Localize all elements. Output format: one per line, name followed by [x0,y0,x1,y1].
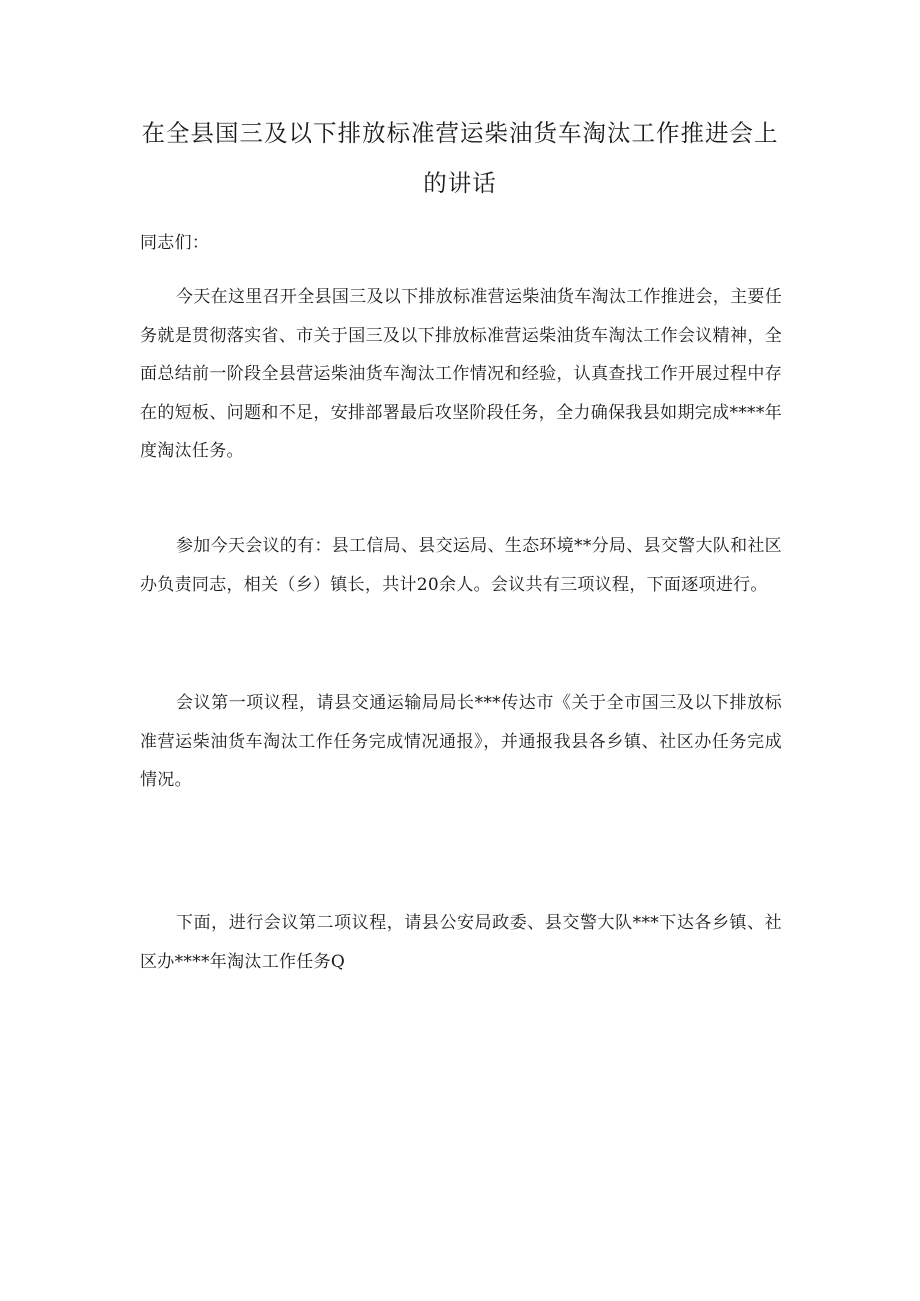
paragraph-opening: 今天在这里召开全县国三及以下排放标准营运柴油货车淘汰工作推进会，主要任务就是贯彻落实省、市关于国三及以下排放标准营运柴油货车淘汰工作会议精神，全面总结前一阶段全县营运柴油货车淘汰工作情况和经验，认真查找工作开展过程中存在的短板、问题和不足，安排部署最后攻坚阶段任务，全力确保我县如期完成****年度淘汰任务。 [140,287,782,461]
paragraph-agenda-item-one: 会议第一项议程，请县交通运输局局长***传达市《关于全市国三及以下排放标准营运柴油货车淘汰工作任务完成情况通报》，并通报我县各乡镇、社区办任务完成情况。 [140,693,782,790]
paragraph-attendees: 参加今天会议的有：县工信局、县交运局、生态环境**分局、县交警大队和社区办负责同志，相关（乡）镇长，共计20余人。会议共有三项议程，下面逐项进行。 [140,536,782,595]
salutation: 同志们： [140,233,210,253]
paragraph-agenda-item-two: 下面，进行会议第二项议程，请县公安局政委、县交警大队***下达各乡镇、社区办****年淘汰工作任务Q [140,913,782,972]
document-title: 在全县国三及以下排放标准营运柴油货车淘汰工作推进会上的讲话 [141,119,779,197]
